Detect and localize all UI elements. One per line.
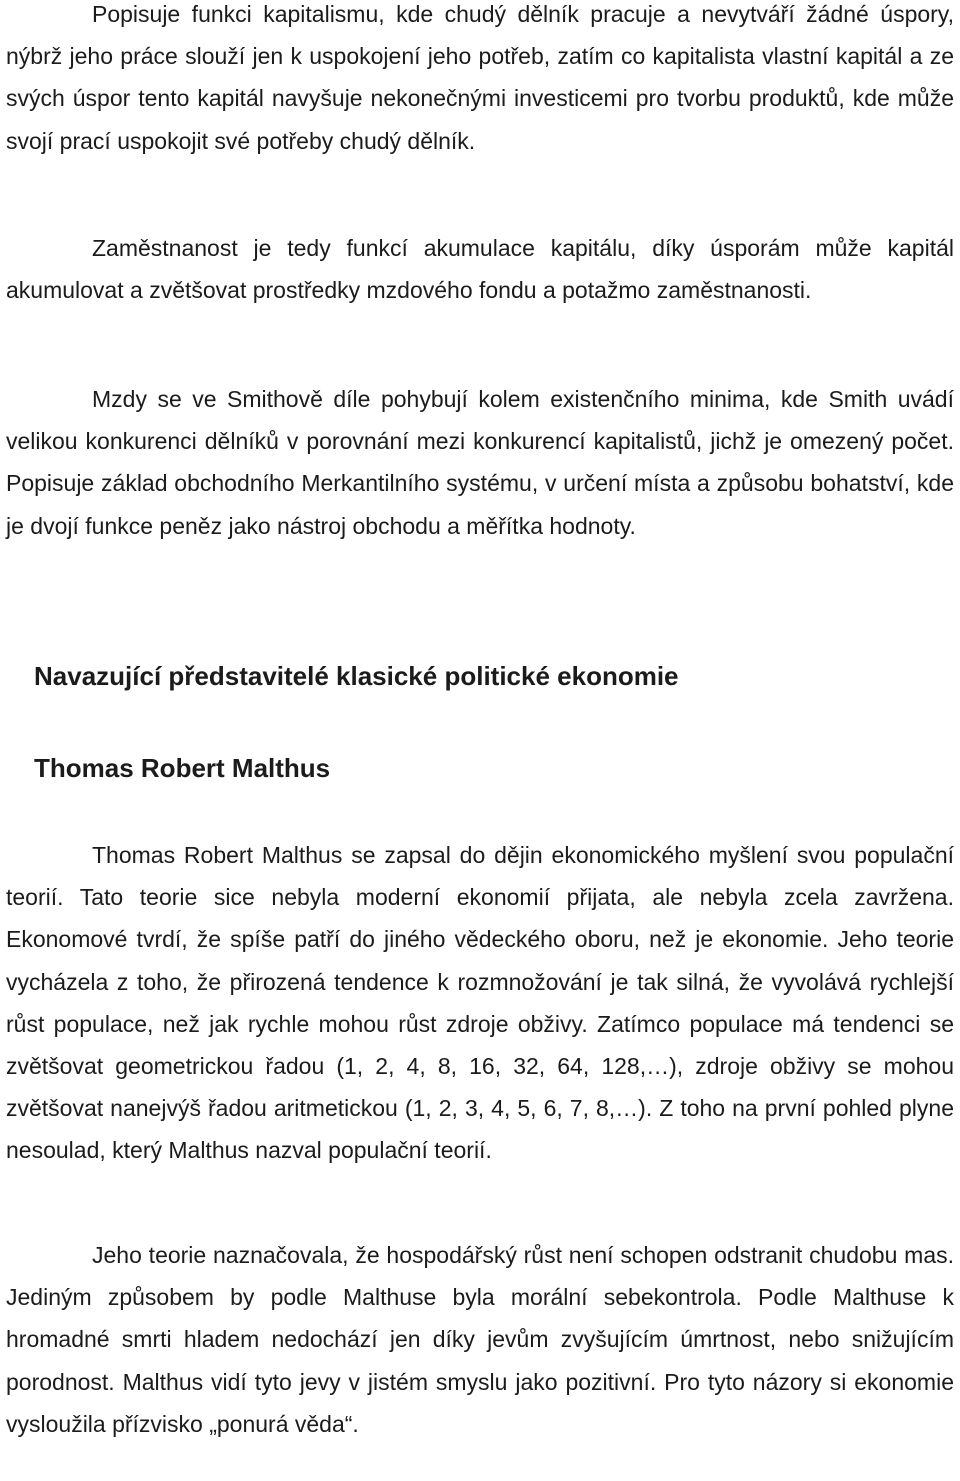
- paragraph-employment: Zaměstnanost je tedy funkcí akumulace kapitálu, díky úsporám může kapitál akumulovat a zvětšovat prostředky mzdového fondu a potažmo zaměstnanosti.: [6, 235, 954, 304]
- paragraph-wages: Mzdy se ve Smithově díle pohybují kolem existenčního minima, kde Smith uvádí velikou konkurenci dělníků v porovnání mezi konkurencí kapitalistů, jichž je omezený počet. Popisuje základ obchodního Merkantilního systému, v určení místa a způsobu bohatství, kde je dvojí funkce peněz jako nástroj obchodu a měřítka hodnoty.: [6, 386, 954, 539]
- paragraph-malthus-theory: Thomas Robert Malthus se zapsal do dějin ekonomického myšlení svou populační teorií. Tato teorie sice nebyla moderní ekonomií přijata, ale nebyla zcela zavržena. Ekonomové tvrdí, že spíše patří do jiného vědeckého oboru, než je ekonomie. Jeho teorie vycházela z toho, že přirozená tendence k rozmnožování je tak silná, že vyvolává rychlejší růst populace, než jak rychle mohou růst zdroje obživy. Zatímco populace má tendenci se zvětšovat geometrickou řadou (1, 2, 4, 8, 16, 32, 64, 128,…), zdroje obživy se mohou zvětšovat nanejvýš řadou aritmetickou (1, 2, 3, 4, 5, 6, 7, 8,…). Z toho na první pohled plyne nesoulad, který Malthus nazval populační teorií.: [6, 842, 954, 1164]
- paragraph-capitalism: Popisuje funkci kapitalismu, kde chudý dělník pracuje a nevytváří žádné úspory, nýbrž jeho práce slouží jen k uspokojení jeho potřeb, zatím co kapitalista vlastní kapitál a ze svých úspor tento kapitál navyšuje nekonečnými investicemi pro tvorbu produktů, kde může svojí prací uspokojit své potřeby chudý dělník.: [6, 1, 954, 154]
- section-heading: Navazující představitelé klasické politické ekonomie: [34, 661, 679, 691]
- subsection-heading-malthus: Thomas Robert Malthus: [34, 753, 331, 783]
- paragraph-malthus-conclusion: Jeho teorie naznačovala, že hospodářský růst není schopen odstranit chudobu mas. Jediným způsobem by podle Malthuse byla morální sebekontrola. Podle Malthuse k hromadné smrti hladem nedochází jen díky jevům zvyšujícím úmrtnost, nebo snižujícím porodnost. Malthus vidí tyto jevy v jistém smyslu jako pozitivní. Pro tyto názory si ekonomie vysloužila přízvisko „ponurá věda“.: [6, 1242, 954, 1437]
